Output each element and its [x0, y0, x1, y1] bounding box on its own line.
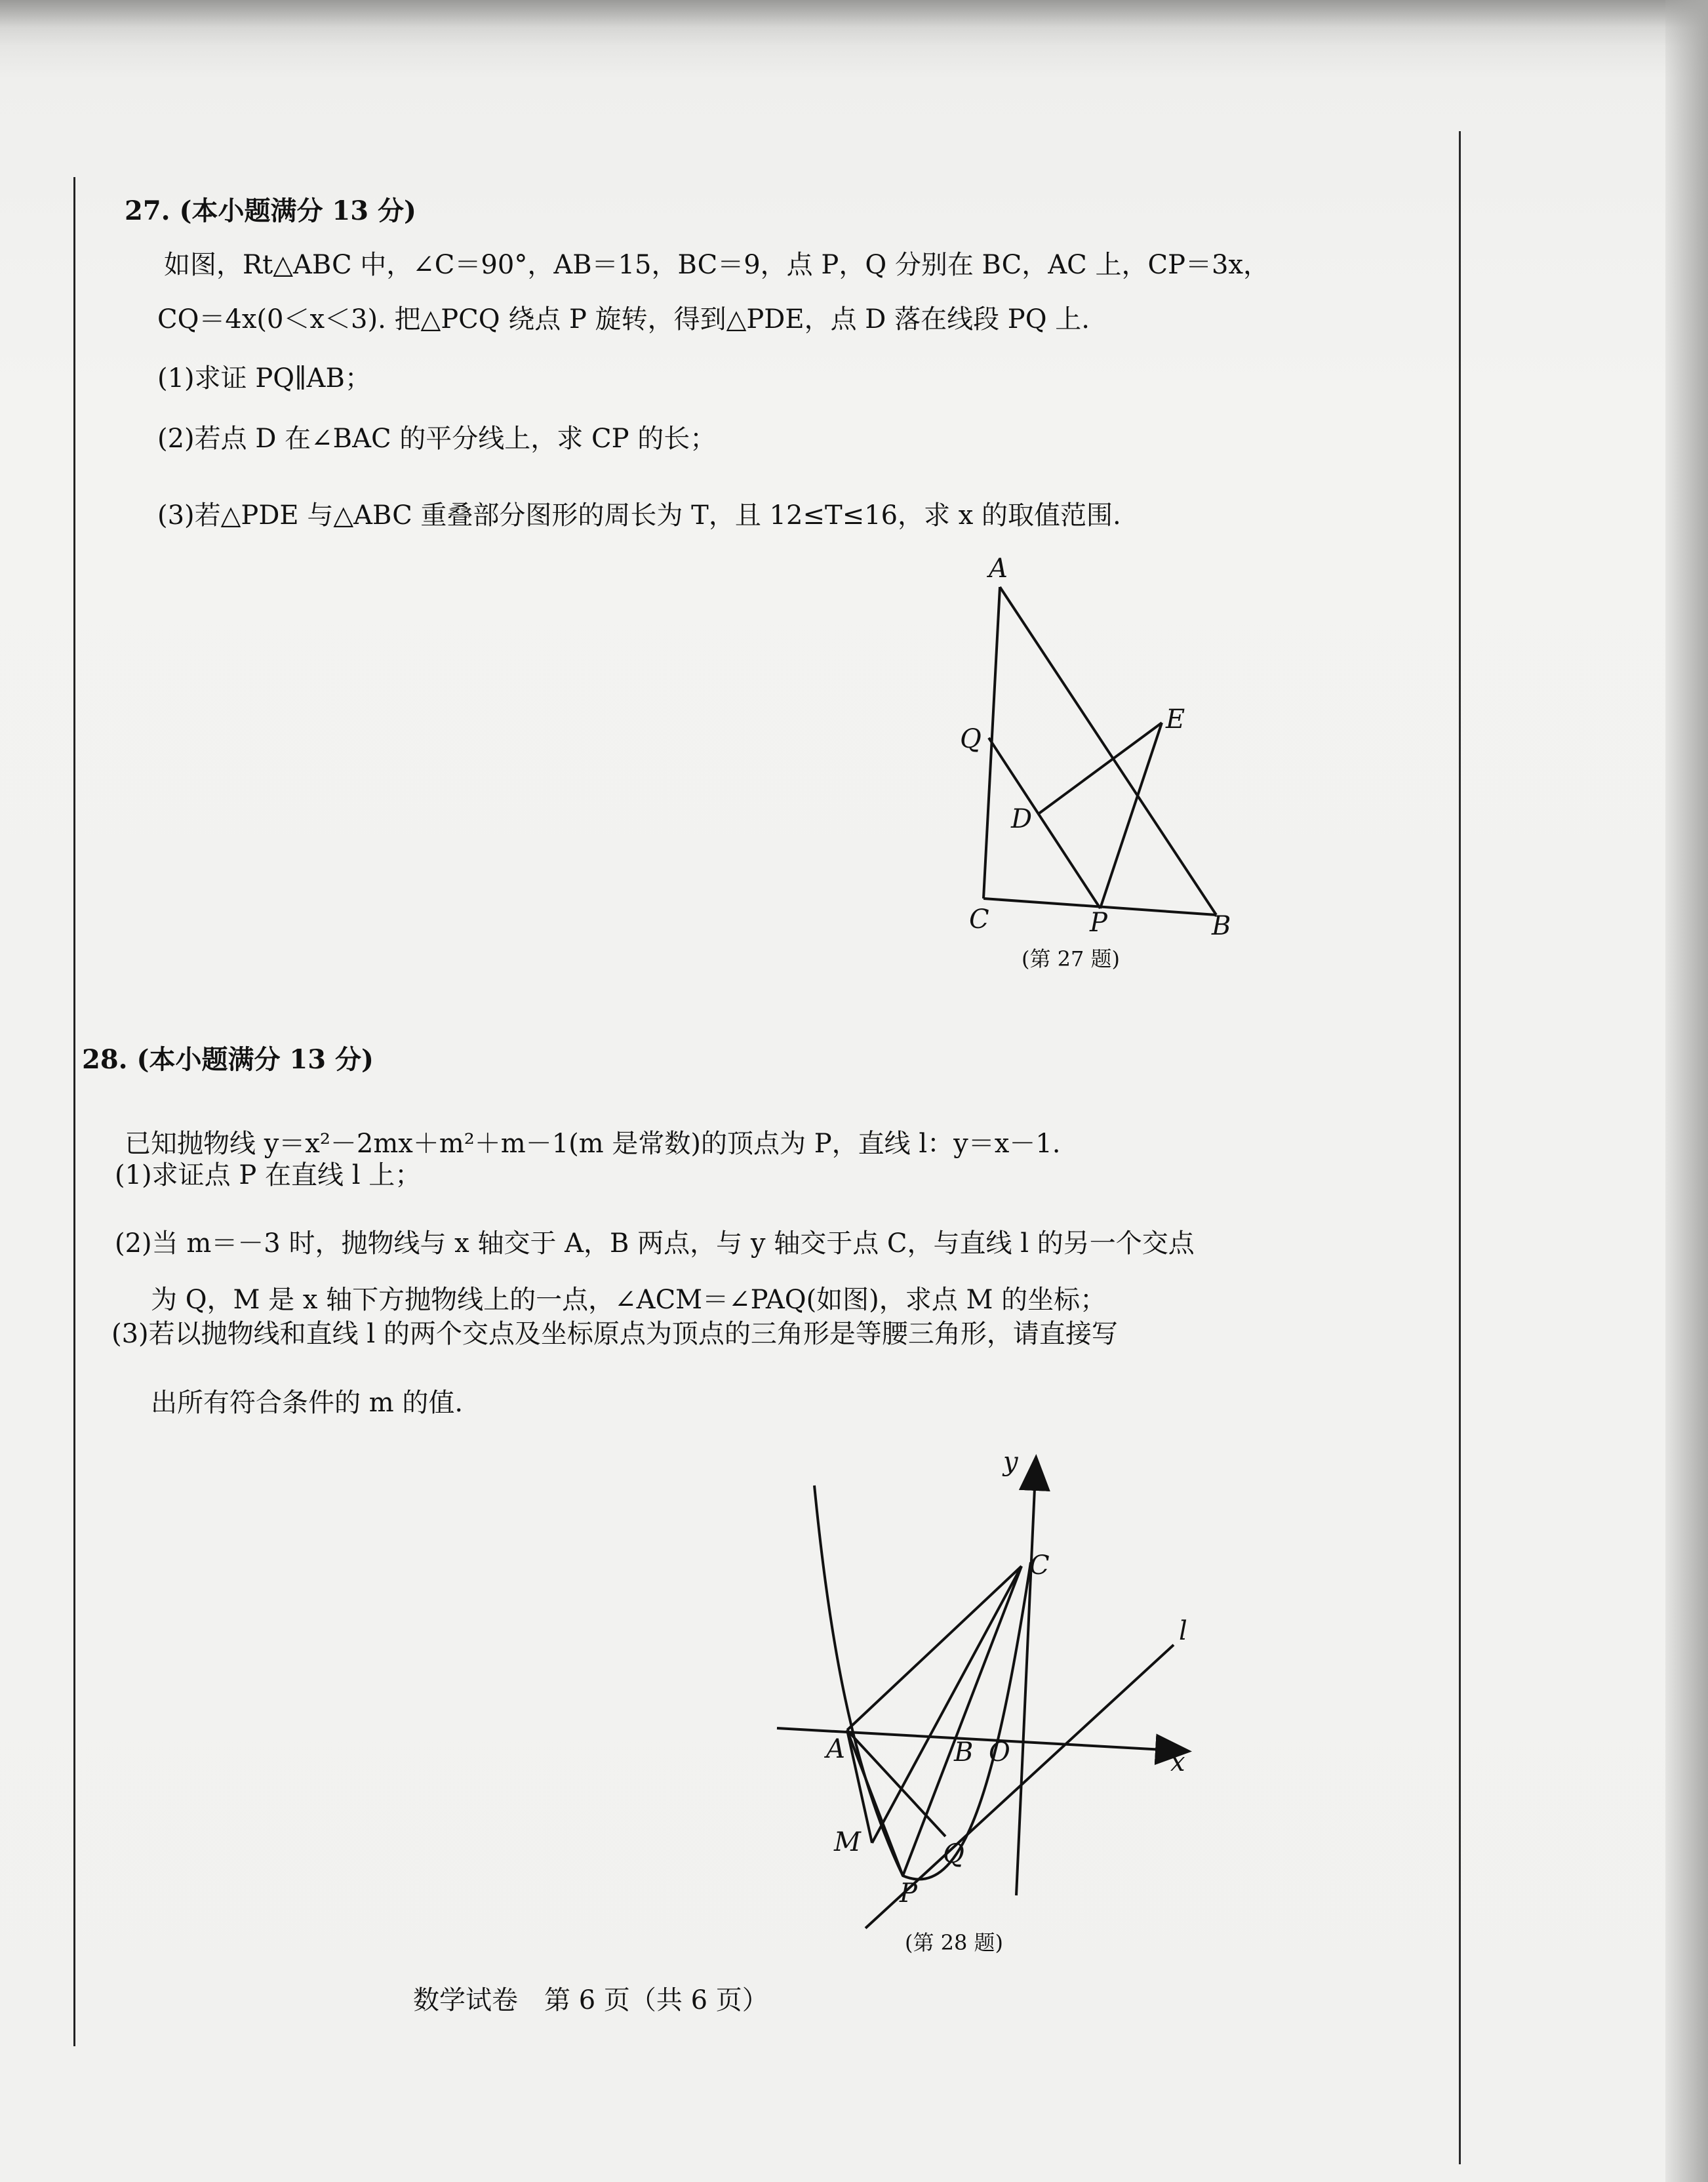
q27-part3: (3)若△PDE 与△ABC 重叠部分图形的周长为 T，且 12≤T≤16，求 x 的取值范围.	[157, 500, 1121, 531]
q28-label-B: B	[954, 1737, 974, 1768]
q27-side-AB	[1000, 587, 1216, 915]
q28-label-A: A	[826, 1734, 845, 1764]
q27-label-C: C	[969, 904, 989, 935]
q28-label-Q: Q	[943, 1839, 964, 1869]
q28-label-y: y	[1003, 1447, 1018, 1477]
q28-part2-line2: 为 Q，M 是 x 轴下方抛物线上的一点，∠ACM＝∠PAQ(如图)，求点 M 的坐标；	[151, 1285, 1107, 1315]
q27-part1: (1)求证 PQ∥AB；	[157, 363, 371, 394]
q28-segment-AQ	[847, 1730, 945, 1836]
q28-segment-CP	[903, 1566, 1022, 1876]
q27-segment-QP	[989, 738, 1100, 908]
q28-header: 28. (本小题满分 13 分)	[82, 1044, 374, 1075]
binding-line	[73, 177, 75, 2046]
q27-label-Q: Q	[960, 724, 982, 754]
q28-label-C: C	[1029, 1550, 1050, 1581]
q28-part3-line1: (3)若以抛物线和直线 l 的两个交点及坐标原点为顶点的三角形是等腰三角形，请直接写	[111, 1319, 1118, 1349]
q27-part2: (2)若点 D 在∠BAC 的平分线上，求 CP 的长；	[157, 424, 717, 454]
q28-label-P: P	[900, 1878, 917, 1909]
q27-segment-EP	[1100, 723, 1162, 908]
page-footer: 数学试卷 第 6 页（共 6 页）	[413, 1985, 768, 2015]
q28-segment-CM	[872, 1566, 1022, 1843]
q27-figure-caption: (第 27 题)	[1022, 946, 1121, 971]
scan-shadow-right	[1665, 0, 1708, 2182]
q28-parabola	[814, 1485, 1031, 1880]
q27-segment-DE	[1039, 723, 1162, 813]
q27-label-D: D	[1011, 804, 1033, 834]
q27-stem-line2: CQ＝4x(0＜x＜3). 把△PCQ 绕点 P 旋转，得到△PDE，点 D 落在线段 PQ 上.	[157, 304, 1090, 334]
q28-label-O: O	[989, 1737, 1010, 1768]
q27-stem-line1: 如图，Rt△ABC 中，∠C＝90°，AB＝15，BC＝9，点 P，Q 分别在 BC，AC 上，CP＝3x，	[164, 250, 1270, 280]
q27-header: 27. (本小题满分 13 分)	[125, 195, 416, 226]
q27-label-P: P	[1090, 908, 1107, 938]
q28-figure-caption: (第 28 题)	[905, 1930, 1004, 1955]
margin-rule	[1459, 131, 1461, 2164]
q28-part3-line2: 出所有符合条件的 m 的值.	[151, 1388, 464, 1418]
q28-label-x: x	[1170, 1747, 1185, 1777]
q28-label-l: l	[1179, 1616, 1187, 1646]
q27-figure	[918, 551, 1285, 971]
q28-part2-line1: (2)当 m＝－3 时，抛物线与 x 轴交于 A，B 两点，与 y 轴交于点 C，与直线 l 的另一个交点	[115, 1228, 1195, 1259]
scan-shadow-top	[0, 0, 1708, 46]
q27-label-A: A	[989, 554, 1008, 584]
q27-label-E: E	[1166, 704, 1185, 735]
q27-label-B: B	[1212, 911, 1231, 941]
q28-label-M: M	[834, 1827, 861, 1857]
q28-stem-line1: 已知抛物线 y＝x²－2mx＋m²＋m－1(m 是常数)的顶点为 P，直线 l：y＝x－1.	[125, 1129, 1061, 1159]
q28-segment-AC	[847, 1566, 1022, 1730]
q28-figure	[774, 1443, 1220, 1915]
q28-part1: (1)求证点 P 在直线 l 上；	[115, 1160, 422, 1190]
q28-y-axis	[1016, 1459, 1036, 1895]
